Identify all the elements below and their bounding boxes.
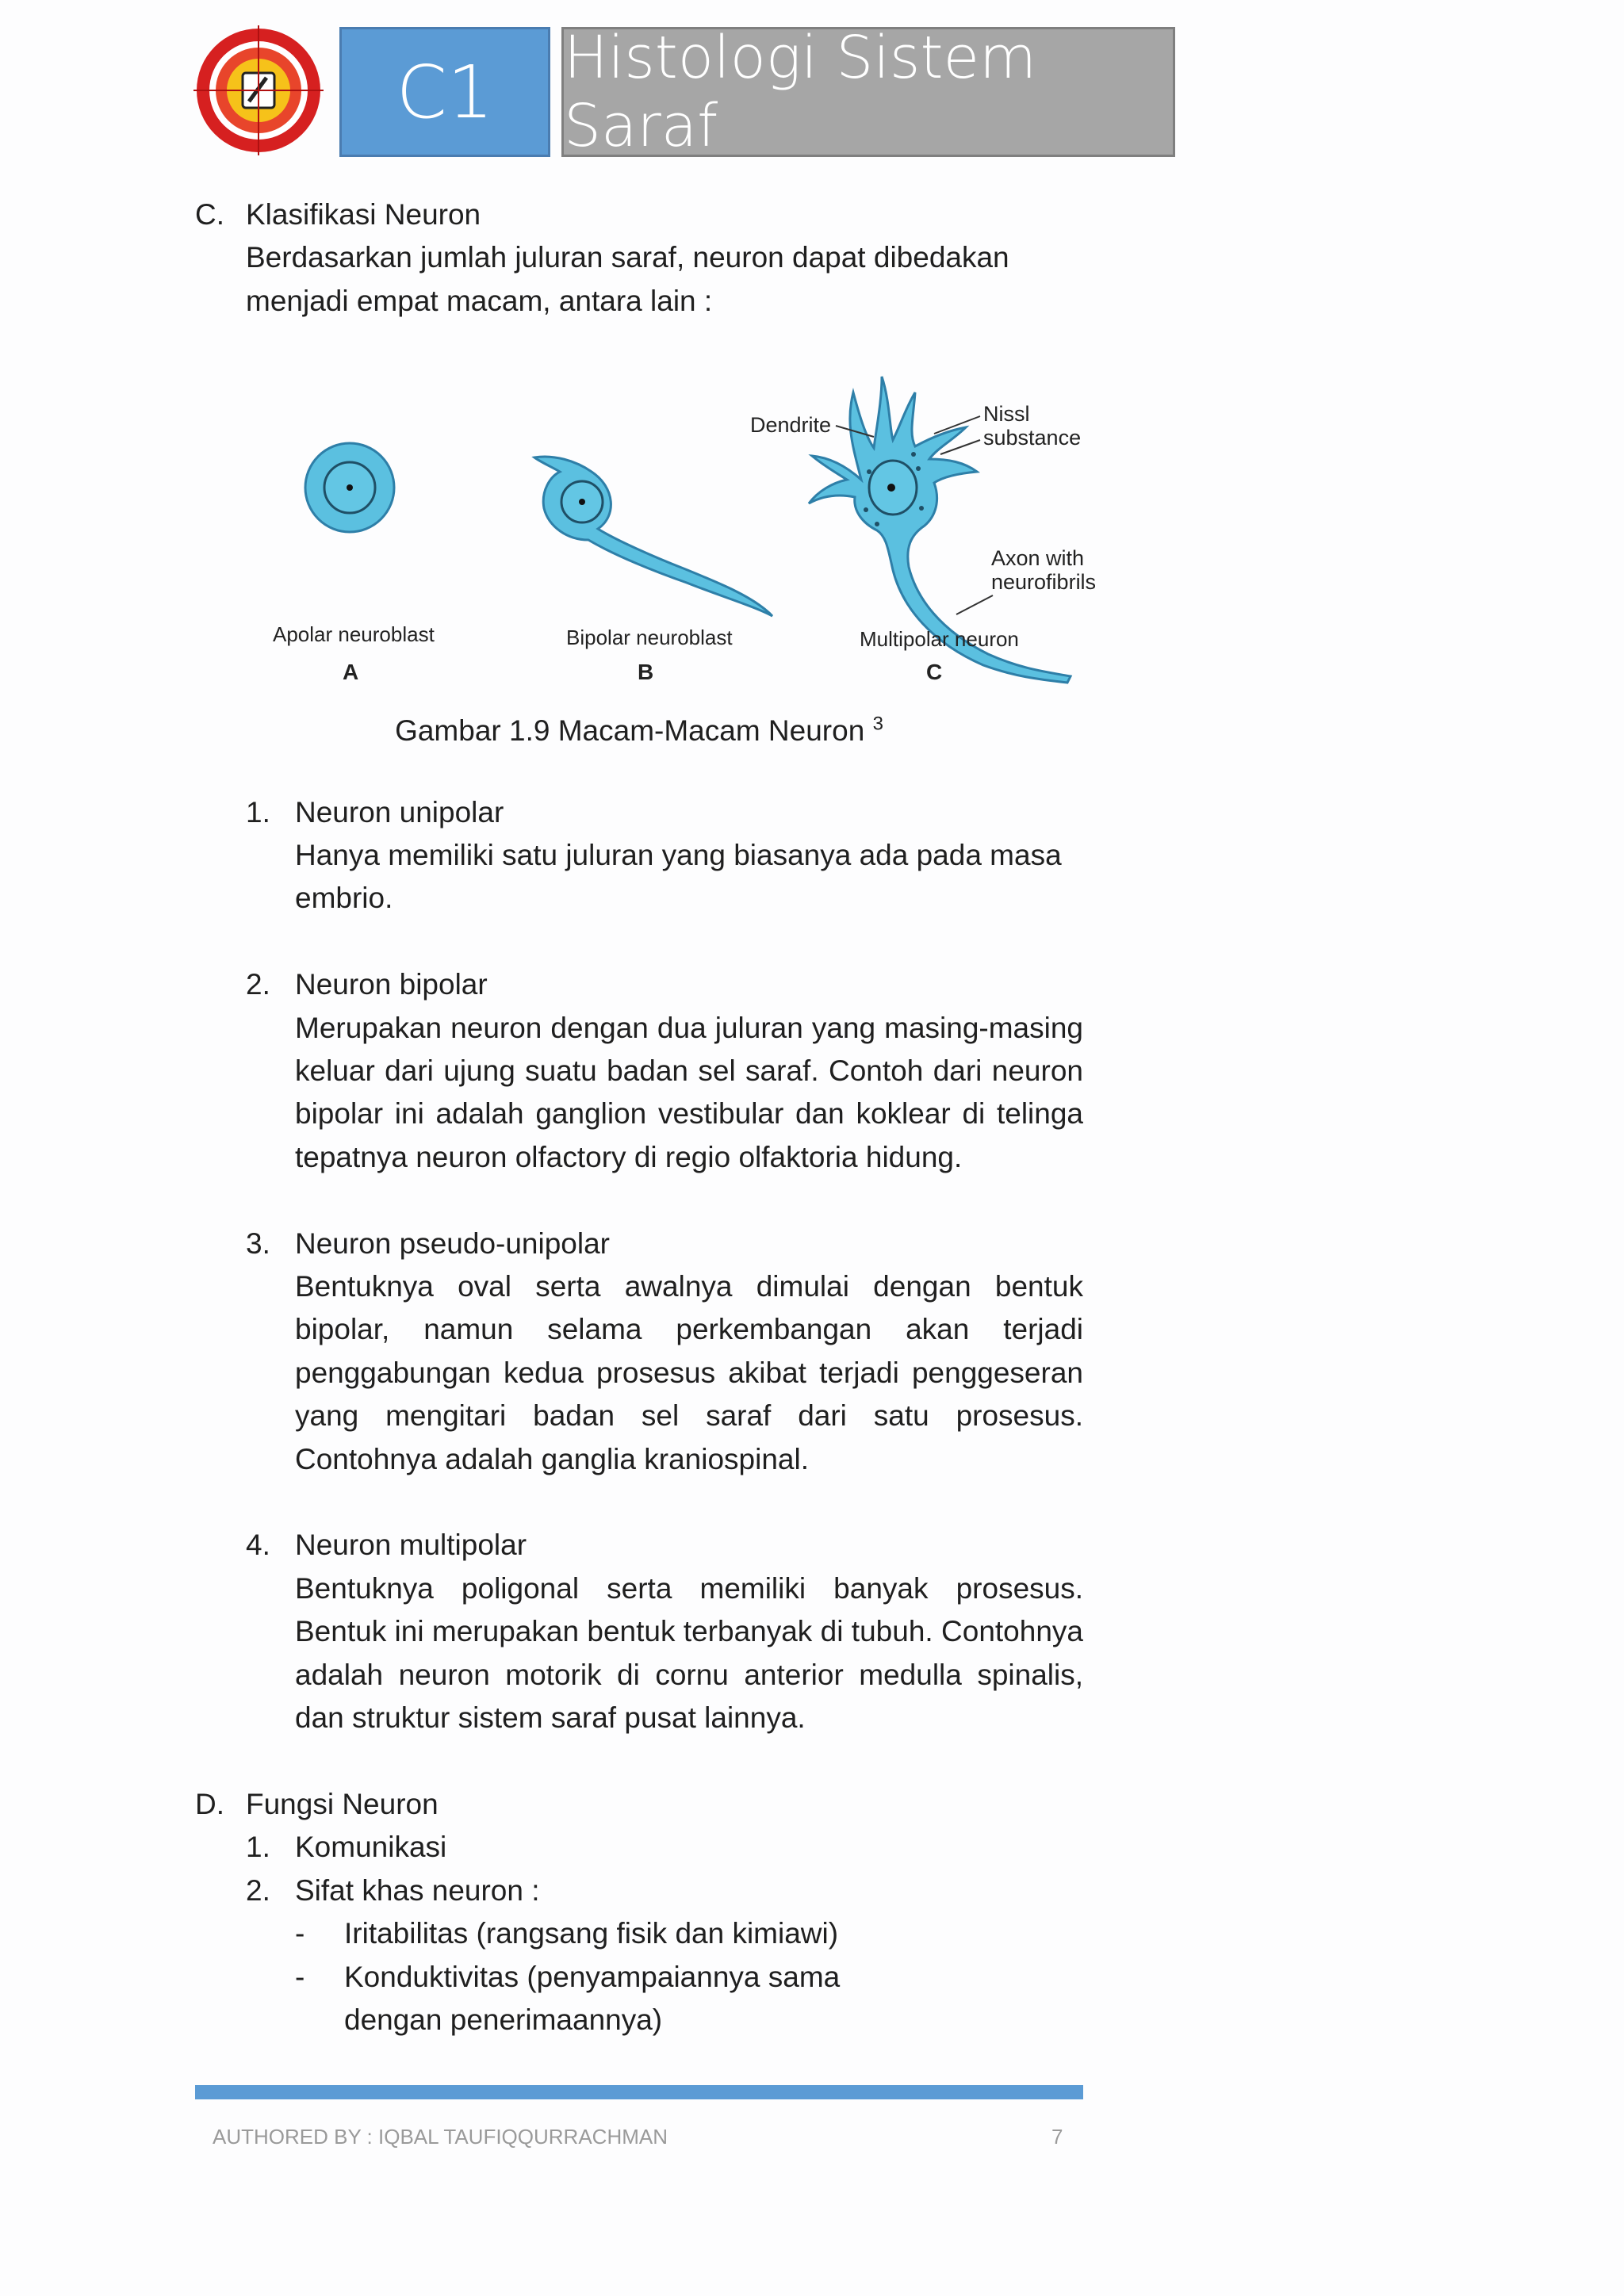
label-apolar: Apolar neuroblast [273, 622, 435, 647]
label-c: C [926, 660, 943, 685]
main-content [195, 193, 1097, 2042]
dash-mark: - [295, 1960, 305, 1993]
item-body: Hanya memiliki satu juluran yang biasanya ada pada masa embrio. [295, 839, 1062, 915]
list-item [246, 1869, 1083, 1912]
neuron-figure [243, 361, 1131, 702]
label-nissl-2: substance [983, 426, 1082, 450]
item-number: 2. [246, 1873, 270, 1907]
label-a: A [343, 660, 359, 685]
property-list [246, 1912, 1083, 2042]
item-body: Merupakan neuron dengan dua juluran yang masing-masing keluar dari ujung suatu badan sel saraf. Contoh dari neuron bipolar ini adalah ganglion vestibular dan koklear di telinga tepatnya neuron olfactory di regio olfaktoria hidung. [295, 1011, 1083, 1173]
label-b: B [638, 660, 654, 685]
item-number: 1. [246, 1831, 270, 1864]
section-intro: Berdasarkan jumlah juluran saraf, neuron dapat dibedakan menjadi empat macam, antara lain : [246, 241, 1009, 317]
item-title: Neuron unipolar [295, 795, 504, 828]
list-item [295, 1912, 1083, 1955]
list-item [295, 1956, 1083, 2042]
section-letter: D. [195, 1787, 224, 1820]
list-item [246, 1223, 1083, 1481]
list-item [246, 1826, 1083, 1869]
label-multipolar: Multipolar neuron [860, 627, 1019, 652]
item-number: 4. [246, 1529, 270, 1562]
label-dendrite: Dendrite [750, 413, 832, 438]
item-text: Konduktivitas (penyampaiannya sama dengan penerimaannya) [344, 1960, 841, 2036]
item-number: 1. [246, 795, 270, 828]
label-bipolar: Bipolar neuroblast [566, 626, 733, 650]
list-item [246, 791, 1083, 920]
label-nissl-1: Nissl [983, 402, 1030, 427]
item-title: Neuron bipolar [295, 968, 488, 1001]
item-body: Bentuknya poligonal serta memiliki banyak prosesus. Bentuk ini merupakan bentuk terbanyak di tubuh. Contohnya adalah neuron motorik di cornu anterior medulla spinalis, dan struktur sistem saraf pusat lainnya. [295, 1571, 1083, 1735]
item-title: Neuron pseudo-unipolar [295, 1226, 610, 1260]
footer-author: AUTHORED BY : IQBAL TAUFIQQURRACHMAN [213, 2125, 668, 2149]
caption-text: Gambar 1.9 Macam-Macam Neuron [395, 714, 865, 748]
page-number: 7 [1051, 2125, 1063, 2149]
function-list [195, 1826, 1083, 2042]
dash-mark: - [295, 1917, 305, 1950]
footer-divider [195, 2085, 1083, 2099]
chapter-badge: C1 [339, 27, 550, 157]
label-axon-1: Axon with [991, 546, 1085, 571]
list-item [246, 963, 1083, 1179]
caption-reference: 3 [872, 713, 883, 735]
list-item [246, 1524, 1083, 1739]
bipolar-neuroblast-illustration [534, 457, 772, 616]
item-number: 3. [246, 1226, 270, 1260]
apolar-neuroblast-illustration [305, 443, 394, 532]
section-letter: C. [195, 198, 224, 231]
section-title: Fungsi Neuron [246, 1787, 439, 1820]
section-d-heading [195, 1783, 1083, 1826]
logo [193, 25, 324, 155]
item-title: Neuron multipolar [295, 1529, 527, 1562]
item-text: Iritabilitas (rangsang fisik dan kimiawi) [344, 1917, 839, 1950]
section-c-heading [195, 193, 1083, 236]
item-text: Komunikasi [295, 1831, 447, 1864]
figure-caption [195, 710, 1083, 752]
item-text: Sifat khas neuron : [295, 1873, 540, 1907]
neuron-types-list [195, 791, 1083, 1740]
item-number: 2. [246, 968, 270, 1001]
page-title: Histologi Sistem Saraf [561, 27, 1175, 157]
item-body: Bentuknya oval serta awalnya dimulai dengan bentuk bipolar, namun selama perkembangan akan terjadi penggabungan kedua prosesus akibat terjadi penggeseran yang mengitari badan sel saraf dari satu prosesus. Contohnya adalah ganglia kraniospinal. [295, 1270, 1083, 1475]
label-axon-2: neurofibrils [991, 570, 1097, 595]
section-title: Klasifikasi Neuron [246, 198, 481, 231]
